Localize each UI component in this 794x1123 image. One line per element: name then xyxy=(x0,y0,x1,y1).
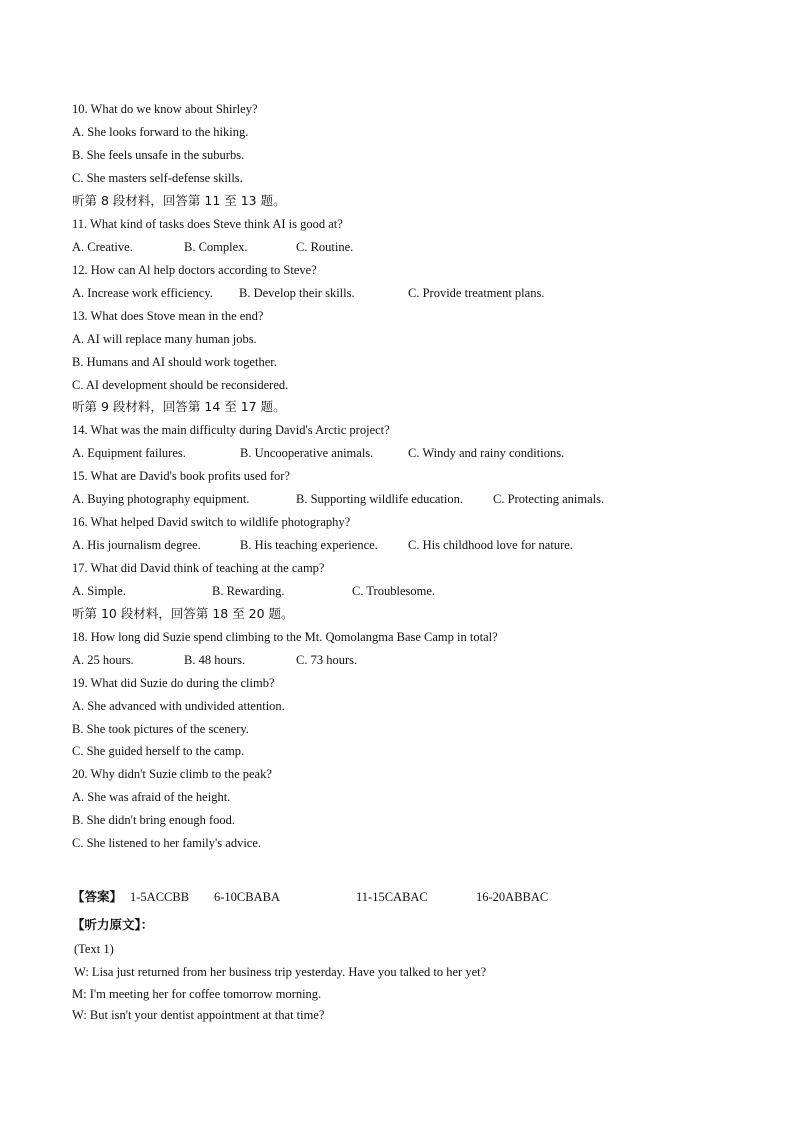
option-c: C. Protecting animals. xyxy=(493,492,605,506)
option-c: C. Windy and rainy conditions. xyxy=(408,446,565,460)
option-b: B. His teaching experience. xyxy=(240,538,378,552)
question-13: 13. What does Stove mean in the end? xyxy=(72,309,264,323)
option-c: C. His childhood love for nature. xyxy=(408,538,573,552)
option-a: A. His journalism degree. xyxy=(72,538,201,552)
question-18: 18. How long did Suzie spend climbing to the Mt. Qomolangma Base Camp in total? xyxy=(72,630,498,644)
text-1-label: (Text 1) xyxy=(74,942,114,956)
question-16: 16. What helped David switch to wildlife photography? xyxy=(72,515,351,529)
section-heading-10: 听第 10 段材料，回答第 18 至 20 题。 xyxy=(72,606,294,621)
option-b: B. Rewarding. xyxy=(212,584,285,598)
option-a: A. 25 hours. xyxy=(72,653,134,667)
option-a: A. Simple. xyxy=(72,584,126,598)
answer-group-2: 6-10CBABA xyxy=(214,890,280,904)
transcript-line: W: Lisa just returned from her business trip yesterday. Have you talked to her yet? xyxy=(74,965,487,979)
option-b: B. Humans and AI should work together. xyxy=(72,355,277,369)
question-10: 10. What do we know about Shirley? xyxy=(72,102,258,116)
option-c: C. Provide treatment plans. xyxy=(408,286,545,300)
transcript-label: 【听力原文】： xyxy=(72,917,154,932)
question-15: 15. What are David's book profits used for? xyxy=(72,469,290,483)
option-b: B. Supporting wildlife education. xyxy=(296,492,463,506)
transcript-line: M: I'm meeting her for coffee tomorrow morning. xyxy=(72,987,322,1001)
option-a: A. Equipment failures. xyxy=(72,446,186,460)
question-11: 11. What kind of tasks does Steve think AI is good at? xyxy=(72,217,343,231)
option-a: A. AI will replace many human jobs. xyxy=(72,332,257,346)
option-b: B. 48 hours. xyxy=(184,653,246,667)
section-heading-9: 听第 9 段材料，回答第 14 至 17 题。 xyxy=(72,399,286,414)
answer-group-1: 1-5ACCBB xyxy=(130,890,190,904)
option-a: A. She looks forward to the hiking. xyxy=(72,125,249,139)
answer-group-3: 11-15CABAC xyxy=(356,890,428,904)
question-12: 12. How can Al help doctors according to Steve? xyxy=(72,263,317,277)
option-a: A. She advanced with undivided attention. xyxy=(72,699,285,713)
option-b: B. She took pictures of the scenery. xyxy=(72,722,249,736)
option-c: C. She masters self-defense skills. xyxy=(72,171,243,185)
transcript-line: W: But isn't your dentist appointment at that time? xyxy=(72,1008,325,1022)
question-14: 14. What was the main difficulty during David's Arctic project? xyxy=(72,423,390,437)
option-a: A. Buying photography equipment. xyxy=(72,492,250,506)
option-c: C. AI development should be reconsidered. xyxy=(72,378,289,392)
option-b: B. Develop their skills. xyxy=(239,286,355,300)
option-c: C. She listened to her family's advice. xyxy=(72,836,262,850)
question-19: 19. What did Suzie do during the climb? xyxy=(72,676,275,690)
option-c: C. She guided herself to the camp. xyxy=(72,744,245,758)
option-a: A. Creative. xyxy=(72,240,133,254)
option-a: A. She was afraid of the height. xyxy=(72,790,231,804)
option-a: A. Increase work efficiency. xyxy=(72,286,213,300)
option-b: B. Complex. xyxy=(184,240,248,254)
answer-group-4: 16-20ABBAC xyxy=(476,890,549,904)
option-c: C. Troublesome. xyxy=(352,584,436,598)
option-c: C. Routine. xyxy=(296,240,354,254)
question-20: 20. Why didn't Suzie climb to the peak? xyxy=(72,767,272,781)
option-b: B. She feels unsafe in the suburbs. xyxy=(72,148,245,162)
option-c: C. 73 hours. xyxy=(296,653,358,667)
answer-label: 【答案】 xyxy=(72,889,123,904)
section-heading-8: 听第 8 段材料，回答第 11 至 13 题。 xyxy=(72,193,286,208)
option-b: B. Uncooperative animals. xyxy=(240,446,374,460)
option-b: B. She didn't bring enough food. xyxy=(72,813,236,827)
question-17: 17. What did David think of teaching at the camp? xyxy=(72,561,325,575)
